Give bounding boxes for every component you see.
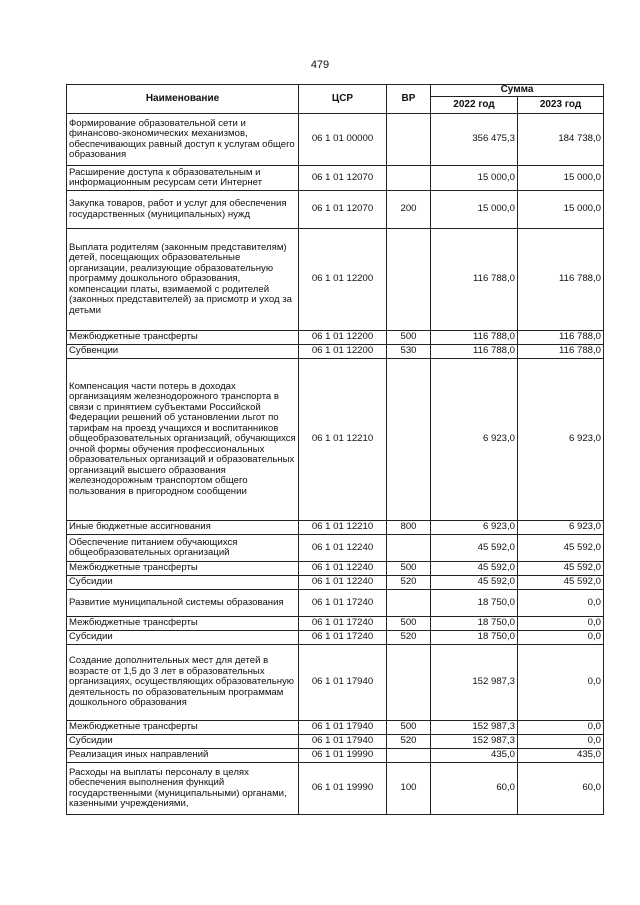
row-sum-2022: 152 987,3 [431, 735, 518, 749]
table-row [67, 535, 604, 562]
row-name: Межбюджетные трансферты [67, 331, 299, 345]
header-csr: ЦСР [299, 85, 387, 114]
row-csr: 06 1 01 12200 [299, 345, 387, 359]
table-row [67, 345, 604, 359]
row-sum-2022: 116 788,0 [431, 331, 518, 345]
row-vr: 520 [387, 576, 431, 590]
table-row [67, 631, 604, 645]
row-vr: 500 [387, 617, 431, 631]
table-row [67, 645, 604, 721]
row-sum-2023: 0,0 [518, 735, 604, 749]
row-sum-2023: 15 000,0 [518, 191, 604, 229]
budget-table [66, 84, 604, 815]
table-row [67, 331, 604, 345]
header-name: Наименование [67, 85, 299, 114]
row-name: Выплата родителям (законным представителям) детей, посещающих образовательные организации, реализующие образовательную программу дошкольного образования, компенсации платы, взимаемой с родителей (законных представителей) за присмотр и уход за детьми [67, 229, 299, 331]
row-sum-2022: 116 788,0 [431, 345, 518, 359]
row-sum-2022: 116 788,0 [431, 229, 518, 331]
row-sum-2022: 356 475,3 [431, 114, 518, 166]
row-sum-2023: 116 788,0 [518, 345, 604, 359]
table-row [67, 617, 604, 631]
row-csr: 06 1 01 17940 [299, 735, 387, 749]
page-number: 479 [310, 59, 330, 71]
header-vr: ВР [387, 85, 431, 114]
row-vr [387, 166, 431, 191]
row-sum-2022: 18 750,0 [431, 617, 518, 631]
row-csr: 06 1 01 17240 [299, 590, 387, 617]
row-sum-2023: 435,0 [518, 749, 604, 763]
row-csr: 06 1 01 12200 [299, 331, 387, 345]
row-name: Межбюджетные трансферты [67, 617, 299, 631]
row-vr [387, 749, 431, 763]
header-sum: Сумма [431, 85, 604, 97]
row-csr: 06 1 01 17240 [299, 617, 387, 631]
row-name: Расходы на выплаты персоналу в целях обеспечения выполнения функций государственными (муниципальными) органами, казенными учреждениями, [67, 763, 299, 815]
row-sum-2023: 45 592,0 [518, 535, 604, 562]
row-vr [387, 114, 431, 166]
row-sum-2023: 6 923,0 [518, 359, 604, 521]
row-name: Субсидии [67, 576, 299, 590]
row-name: Формирование образовательной сети и финансово-экономических механизмов, обеспечивающих равный доступ к услугам общего образования [67, 114, 299, 166]
row-csr: 06 1 01 12200 [299, 229, 387, 331]
table-row [67, 229, 604, 331]
row-vr: 500 [387, 331, 431, 345]
row-csr: 06 1 01 12240 [299, 576, 387, 590]
row-vr [387, 535, 431, 562]
row-sum-2023: 6 923,0 [518, 521, 604, 535]
table-row [67, 191, 604, 229]
table-row [67, 521, 604, 535]
row-sum-2023: 0,0 [518, 721, 604, 735]
row-name: Компенсация части потерь в доходах организациям железнодорожного транспорта в связи с принятием субъектами Российской Федерации решений об установлении льгот по тарифам на проезд учащихся и воспитанников общеобразовательных организаций, обучающихся очной формы обучения профессиональных образовательных организаций и образовательных организаций высшего образования железнодорожным транспортом общего пользования в пригородном сообщении [67, 359, 299, 521]
row-sum-2022: 6 923,0 [431, 521, 518, 535]
row-csr: 06 1 01 17240 [299, 631, 387, 645]
row-sum-2022: 18 750,0 [431, 590, 518, 617]
row-sum-2023: 184 738,0 [518, 114, 604, 166]
row-vr: 200 [387, 191, 431, 229]
table-row [67, 721, 604, 735]
row-sum-2022: 152 987,3 [431, 721, 518, 735]
table-row [67, 735, 604, 749]
row-sum-2023: 0,0 [518, 631, 604, 645]
row-name: Иные бюджетные ассигнования [67, 521, 299, 535]
table-row [67, 166, 604, 191]
table-row [67, 590, 604, 617]
row-name: Расширение доступа к образовательным и информационным ресурсам сети Интернет [67, 166, 299, 191]
table-row [67, 562, 604, 576]
row-sum-2023: 116 788,0 [518, 331, 604, 345]
row-csr: 06 1 01 12070 [299, 191, 387, 229]
row-sum-2022: 6 923,0 [431, 359, 518, 521]
row-csr: 06 1 01 12210 [299, 521, 387, 535]
row-csr: 06 1 01 00000 [299, 114, 387, 166]
row-csr: 06 1 01 12240 [299, 562, 387, 576]
row-csr: 06 1 01 12210 [299, 359, 387, 521]
row-vr: 500 [387, 562, 431, 576]
row-csr: 06 1 01 17940 [299, 645, 387, 721]
table-row [67, 749, 604, 763]
row-vr: 800 [387, 521, 431, 535]
row-vr: 530 [387, 345, 431, 359]
table-row [67, 114, 604, 166]
row-sum-2023: 60,0 [518, 763, 604, 815]
row-sum-2023: 15 000,0 [518, 166, 604, 191]
row-name: Развитие муниципальной системы образования [67, 590, 299, 617]
row-vr [387, 359, 431, 521]
row-name: Межбюджетные трансферты [67, 721, 299, 735]
row-sum-2023: 0,0 [518, 590, 604, 617]
row-sum-2022: 15 000,0 [431, 191, 518, 229]
row-csr: 06 1 01 12070 [299, 166, 387, 191]
row-vr: 520 [387, 735, 431, 749]
row-csr: 06 1 01 19990 [299, 749, 387, 763]
row-name: Закупка товаров, работ и услуг для обеспечения государственных (муниципальных) нужд [67, 191, 299, 229]
header-year-2022: 2022 год [431, 97, 518, 114]
header-year-2023: 2023 год [518, 97, 604, 114]
row-sum-2022: 60,0 [431, 763, 518, 815]
row-name: Обеспечение питанием обучающихся общеобразовательных организаций [67, 535, 299, 562]
row-csr: 06 1 01 12240 [299, 535, 387, 562]
table-row [67, 763, 604, 815]
row-sum-2022: 45 592,0 [431, 562, 518, 576]
row-sum-2023: 0,0 [518, 617, 604, 631]
row-name: Межбюджетные трансферты [67, 562, 299, 576]
table-row [67, 576, 604, 590]
row-sum-2022: 45 592,0 [431, 535, 518, 562]
row-sum-2022: 15 000,0 [431, 166, 518, 191]
row-sum-2022: 435,0 [431, 749, 518, 763]
row-vr [387, 590, 431, 617]
row-name: Реализация иных направлений [67, 749, 299, 763]
row-csr: 06 1 01 19990 [299, 763, 387, 815]
row-name: Создание дополнительных мест для детей в возрасте от 1,5 до 3 лет в образовательных организациях, осуществляющих образовательную деятельность по образовательным программам дошкольного образования [67, 645, 299, 721]
row-vr: 100 [387, 763, 431, 815]
row-sum-2022: 18 750,0 [431, 631, 518, 645]
row-sum-2022: 45 592,0 [431, 576, 518, 590]
row-name: Субсидии [67, 735, 299, 749]
row-sum-2023: 45 592,0 [518, 576, 604, 590]
row-csr: 06 1 01 17940 [299, 721, 387, 735]
row-vr [387, 645, 431, 721]
row-vr [387, 229, 431, 331]
row-vr: 500 [387, 721, 431, 735]
table-row [67, 359, 604, 521]
row-sum-2023: 116 788,0 [518, 229, 604, 331]
row-name: Субвенции [67, 345, 299, 359]
row-name: Субсидии [67, 631, 299, 645]
row-sum-2023: 45 592,0 [518, 562, 604, 576]
row-sum-2023: 0,0 [518, 645, 604, 721]
row-sum-2022: 152 987,3 [431, 645, 518, 721]
row-vr: 520 [387, 631, 431, 645]
